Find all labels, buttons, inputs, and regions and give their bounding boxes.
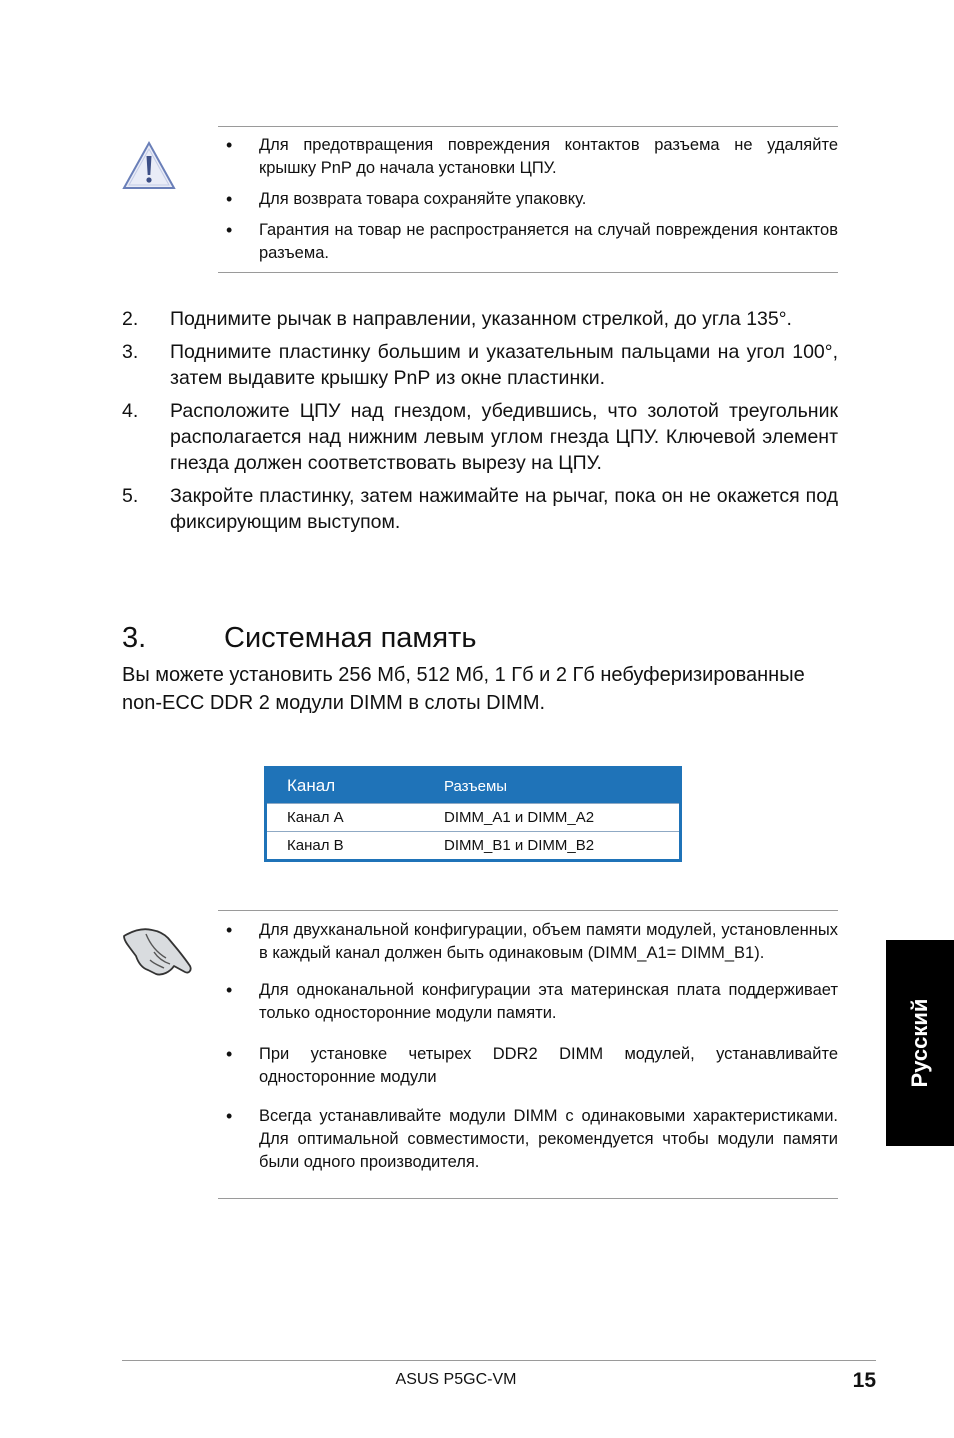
table-row xyxy=(266,804,681,832)
info-note-bottom-rule xyxy=(218,1198,838,1199)
step-number: 2. xyxy=(122,308,139,330)
table-header-row xyxy=(266,768,681,804)
table-cell-channel: Канал A xyxy=(266,804,425,832)
footer-rule xyxy=(122,1360,876,1361)
step-number: 5. xyxy=(122,485,139,507)
info-note-item: • Всегда устанавливайте модули DIMM с одинаковыми характеристиками. Для оптимальной совместимости, рекомендуется чтобы модули памяти были одного производителя. xyxy=(222,1105,838,1174)
warning-note-top-rule xyxy=(218,126,838,127)
page-number: 15 xyxy=(852,1369,876,1392)
warning-note-bottom-rule xyxy=(218,272,838,273)
step-item xyxy=(122,398,838,476)
installation-steps xyxy=(122,306,838,542)
step-item xyxy=(122,306,838,332)
info-note-top-rule xyxy=(218,910,838,911)
footer-model: ASUS P5GC-VM xyxy=(395,1371,517,1388)
table-cell-slots: DIMM_B1 и DIMM_B2 xyxy=(424,832,681,861)
step-item xyxy=(122,483,838,535)
section-title: Системная память xyxy=(224,622,477,654)
warning-note-item: • Гарантия на товар не распространяется на случай повреждения контактов разъема. xyxy=(222,219,838,265)
language-side-tab xyxy=(886,940,954,1146)
table-header-slots: Разъемы xyxy=(424,768,681,804)
step-text: Поднимите пластинку большим и указательным пальцами на угол 100°, затем выдавите крышку PnP из окне пластинки. xyxy=(170,341,838,389)
language-side-tab-label: Русский xyxy=(907,998,932,1088)
pointing-hand-icon xyxy=(120,922,194,980)
warning-note-item: • Для возврата товара сохраняйте упаковку. xyxy=(222,188,838,211)
section-number: 3. xyxy=(122,622,147,654)
warning-triangle-icon xyxy=(122,140,176,192)
step-number: 3. xyxy=(122,341,139,363)
warning-note-list xyxy=(222,134,838,273)
table-row xyxy=(266,832,681,861)
step-text: Поднимите рычак в направлении, указанном стрелкой, до угла 135°. xyxy=(170,308,792,330)
section-intro: Вы можете установить 256 Мб, 512 Мб, 1 Гб и 2 Гб небуферизированные non-ECC DDR 2 модули DIMM в слоты DIMM. xyxy=(122,664,805,714)
table-cell-channel: Канал B xyxy=(266,832,425,861)
step-text: Расположите ЦПУ над гнездом, убедившись, что золотой треугольник располагается над нижним левым углом гнезда ЦПУ. Ключевой элемент гнезда должен соответствовать вырезу на ЦПУ. xyxy=(170,400,838,474)
table-cell-slots: DIMM_A1 и DIMM_A2 xyxy=(424,804,681,832)
info-note-list xyxy=(222,919,838,1188)
step-item xyxy=(122,339,838,391)
table-header-channel: Канал xyxy=(266,768,425,804)
info-note-item: • Для двухканальной конфигурации, объем памяти модулей, установленных в каждый канал должен быть одинаковым (DIMM_A1= DIMM_B1). xyxy=(222,919,838,965)
memory-channel-table xyxy=(264,766,682,862)
step-text: Закройте пластинку, затем нажимайте на рычаг, пока он не окажется под фиксирующим выступом. xyxy=(170,485,838,533)
step-number: 4. xyxy=(122,400,139,422)
warning-note-item: • Для предотвращения повреждения контактов разъема не удаляйте крышку PnP до начала установки ЦПУ. xyxy=(222,134,838,180)
info-note-item: • При установке четырех DDR2 DIMM модулей, устанавливайте односторонние модули xyxy=(222,1043,838,1089)
info-note-item: • Для одноканальной конфигурации эта материнская плата поддерживает только односторонние модули памяти. xyxy=(222,979,838,1025)
